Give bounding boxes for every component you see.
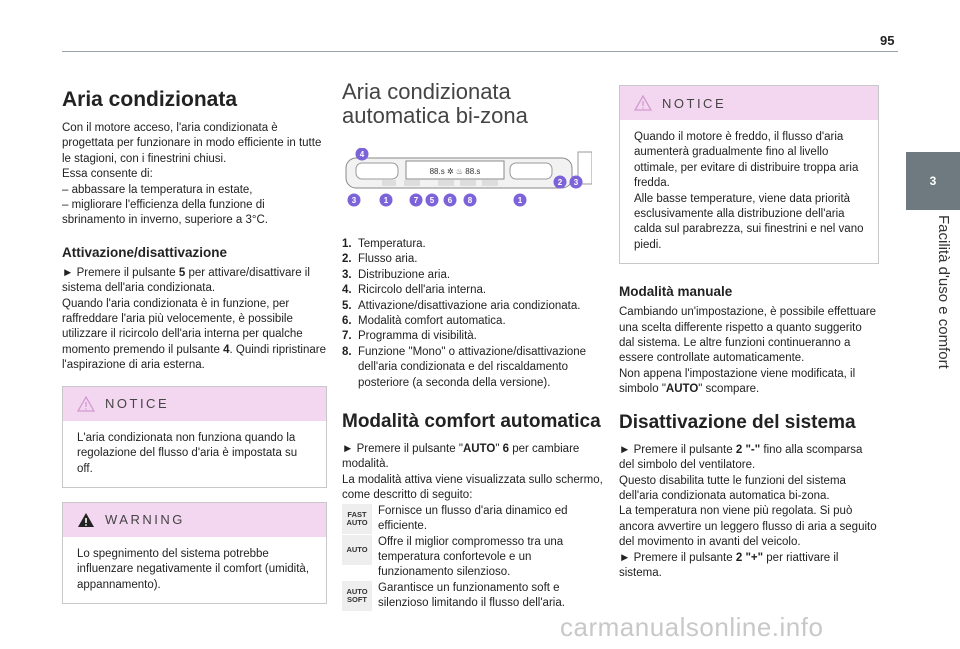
legend-item: [342, 314, 604, 329]
legend-text: Temperatura.: [358, 238, 426, 250]
auto-mode-row: [342, 581, 604, 612]
paragraph: La modalità attiva viene visualizzata sullo schermo, come descritto di seguito:: [342, 473, 603, 502]
notice-title: NOTICE: [105, 396, 170, 412]
auto-mode-text: Fornisce un flusso d'aria dinamico ed efficiente.: [378, 504, 568, 533]
notice-text: Alle basse temperature, viene data priorità esclusivamente alla distribuzione dell'aria calda sul parabrezza, sui finestrini e nel vano piedi.: [634, 192, 864, 251]
section-title: Facilità d'uso e comfort: [935, 215, 952, 369]
icon-label: AUTO: [346, 544, 368, 554]
legend-item: [342, 237, 604, 252]
icon-label: AUTO: [346, 586, 368, 596]
disable-heading: Disattivazione del sistema: [619, 411, 856, 433]
list-item: – abbassare la temperatura in estate,: [62, 183, 253, 196]
paragraph: Non appena l'impostazione viene modificata, il simbolo "AUTO" scompare.: [619, 367, 856, 396]
callout-number: 3: [573, 178, 579, 187]
auto-mode-row: [342, 504, 604, 535]
warning-box: [62, 502, 327, 604]
legend-item: [342, 345, 604, 391]
notice-text: Quando il motore è freddo, il flusso d'aria aumenterà gradualmente fino al livello ottimale, per evitare di distribuire troppa aria fredda.: [634, 131, 859, 190]
column-2: [342, 80, 604, 612]
callout-number: 6: [447, 196, 453, 205]
paragraph: ► Premere il pulsante 2 "-" fino alla scomparsa del simbolo del ventilatore.: [619, 443, 863, 472]
legend-text: Funzione "Mono" o attivazione/disattivazione dell'aria condizionata e del riscaldamento posteriore (a seconda della versione).: [358, 345, 587, 389]
header-rule: [62, 51, 898, 52]
callout-number: 4: [359, 150, 365, 159]
section-heading: Aria condizionata: [62, 88, 238, 111]
paragraph: Cambiando un'impostazione, è possibile effettuare una scelta differente rispetto a quanto suggerito dal sistema. Le altre funzioni continueranno a essere controllate automaticamente.: [619, 306, 877, 365]
warning-title: WARNING: [105, 512, 185, 528]
notice-header: [620, 86, 878, 120]
warning-triangle-icon: [634, 95, 652, 111]
auto-mode-text: Offre il miglior compromesso tra una temperatura confortevole e un funzionamento silenzioso.: [378, 535, 564, 579]
callout-number: 2: [557, 178, 563, 187]
list-intro: Essa consente di:: [62, 168, 153, 181]
callout-number: 1: [517, 196, 523, 205]
intro-paragraph: Con il motore acceso, l'aria condizionata è progettata per funzionare in modo efficiente in tutte le stagioni, con i finestrini chiusi.: [62, 122, 322, 165]
legend-number: 3.: [342, 268, 352, 281]
auto-mode-row: [342, 535, 604, 581]
legend-item: [342, 252, 604, 267]
legend-text: Programma di visibilità.: [358, 330, 477, 343]
legend-number: 7.: [342, 330, 352, 343]
list-item: – migliorare l'efficienza della funzione di sbrinamento in inverno, superiore a 3°C.: [62, 199, 268, 227]
comfort-heading: Modalità comfort automatica: [342, 411, 601, 433]
legend-number: 5.: [342, 299, 352, 312]
paragraph: Questo disabilita tutte le funzioni del sistema dell'aria condizionata automatica bi-zona.: [619, 474, 846, 502]
paragraph: ► Premere il pulsante 5 per attivare/disattivare il sistema dell'aria condizionata.: [62, 266, 310, 295]
icon-label: SOFT: [347, 594, 367, 604]
section-heading-line-2: automatica bi-zona: [342, 103, 528, 128]
notice-text: L'aria condizionata non funziona quando la regolazione del flusso d'aria è impostata su off.: [77, 431, 298, 475]
legend-text: Flusso aria.: [358, 253, 418, 266]
callout-number: 7: [413, 196, 419, 205]
page-number: 95: [880, 33, 895, 48]
legend-number: 6.: [342, 315, 352, 328]
warning-triangle-icon: [77, 512, 95, 528]
column-1: [62, 80, 327, 604]
callout-number: 8: [467, 196, 473, 205]
paragraph: ► Premere il pulsante 2 "+" per riattivare il sistema.: [619, 551, 839, 579]
column-3: [619, 80, 879, 581]
legend-item: [342, 283, 604, 298]
subheading: Modalità manuale: [619, 284, 733, 300]
watermark: carmanualsonline.info: [560, 612, 824, 642]
legend-item: [342, 329, 604, 344]
warning-header: [63, 503, 326, 537]
legend-number: 1.: [342, 238, 352, 250]
legend-text: Modalità comfort automatica.: [358, 315, 506, 328]
auto-mode-icon: [342, 581, 372, 611]
paragraph: La temperatura non viene più regolata. Si può ancora avvertire un leggero flusso di aria a seguito del movimento in avanti del veicolo.: [619, 505, 877, 549]
legend-item: [342, 268, 604, 283]
section-heading-line-1: Aria condizionata: [342, 79, 511, 104]
legend-item: [342, 299, 604, 314]
callout-number: 5: [429, 196, 435, 205]
notice-box: [619, 85, 879, 264]
legend-text: Ricircolo dell'aria interna.: [358, 284, 487, 297]
svg-text:88.s ✲ ♨ 88.s: 88.s ✲ ♨ 88.s: [429, 167, 481, 176]
subheading: Attivazione/disattivazione: [62, 244, 228, 260]
legend-list: [342, 237, 604, 391]
climate-panel-diagram: [342, 148, 592, 216]
icon-label: AUTO: [346, 517, 368, 527]
icon-label: FAST: [347, 509, 367, 519]
callout-number: 3: [351, 196, 357, 205]
section-label: [934, 215, 954, 415]
notice-header: [63, 387, 326, 421]
legend-number: 8.: [342, 345, 352, 358]
paragraph: Quando l'aria condizionata è in funzione, per raffreddare l'aria più velocemente, è possibile utilizzare il ricircolo dell'aria interna per qualche momento premendo il pulsante 4. Quindi ripristinare l'aspirazione di aria esterna.: [62, 297, 327, 372]
section-tab[interactable]: 3: [906, 152, 960, 210]
auto-mode-text: Garantisce un funzionamento soft e silenzioso limitando il flusso dell'aria.: [378, 581, 565, 610]
auto-mode-icon: [342, 504, 372, 534]
callout-number: 1: [383, 196, 389, 205]
warning-triangle-icon: [77, 396, 95, 412]
notice-title: NOTICE: [662, 95, 727, 111]
legend-text: Attivazione/disattivazione aria condizionata.: [358, 299, 581, 312]
legend-text: Distribuzione aria.: [358, 268, 451, 281]
auto-mode-icon: [342, 535, 372, 565]
legend-number: 2.: [342, 253, 352, 266]
legend-number: 4.: [342, 284, 352, 297]
notice-box: [62, 386, 327, 488]
warning-text: Lo spegnimento del sistema potrebbe influenzare negativamente il comfort (umidità, appannamento).: [77, 547, 310, 591]
paragraph: ► Premere il pulsante "AUTO" 6 per cambiare modalità.: [342, 443, 580, 471]
